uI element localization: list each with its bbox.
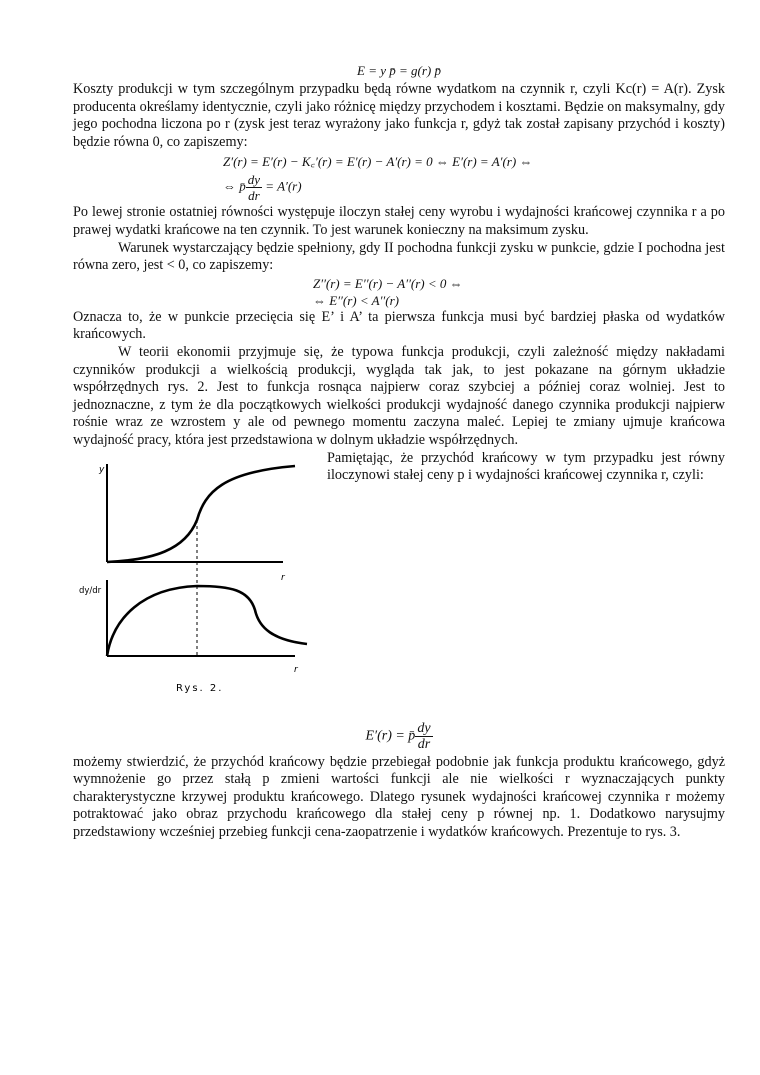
paragraph-intersection: Oznacza to, że w punkcie przecięcia się E’ i A’ ta pierwsza funkcja musi być bardziej płaska od wydatków krańcowych. bbox=[73, 308, 725, 343]
fraction-dy-dr-2 bbox=[415, 721, 432, 752]
equation-marginal-condition bbox=[73, 172, 725, 203]
document-page bbox=[73, 60, 725, 841]
equation-second-derivative: Z′′(r) = E′′(r) − A′′(r) < 0 ⇔ bbox=[313, 275, 463, 291]
paragraph-conclusion: możemy stwierdzić, że przychód krańcowy będzie przebiegał podobnie jak funkcja produktu krańcowego, gdyż wymnożenie go przez stałą p zmieni wartości funkcji ale nie wielkości r wyznaczających punkty charakterystyczne krzywej produktu krańcowego. Dlatego rysunek wydajności krańcowej czynnika r możemy potraktować jako obraz przychodu krańcowego dla stałej ceny p równej np. 1. Dodatkowo narysujmy przedstawiony wcześniej przebieg funkcji cena-zaopatrzenie i wydatków krańcowych. Prezentuje to rys. 3. bbox=[73, 753, 725, 840]
figure-block bbox=[73, 450, 725, 705]
equation-second-derivative-result: ⇔ E′′(r) < A′′(r) bbox=[313, 292, 399, 308]
equation-first-derivative: Z′(r) = E′(r) − K꜀′(r) = E′(r) − A′(r) = 0 ⇔ E′(r) = A′(r) ⇔ bbox=[223, 154, 533, 170]
fraction-denominator-2: dr bbox=[417, 736, 431, 752]
figure-caption: Rys. 2. bbox=[176, 682, 224, 694]
paragraph-costs: Koszty produkcji w tym szczególnym przypadku będą równe wydatkom na czynnik r, czyli Kc(r) = A(r). Zysk producenta określamy identycznie, czyli jako różnicę między przychodem i kosztami. Będzie on maksymalny, gdy jego pochodna liczona po r (zysk jest teraz wyrażony jako funkcja r, gdyż tak został zapisany przychód i koszty) będzie równa 0, co zapiszemy: bbox=[73, 81, 725, 150]
paragraph-necessary-condition: Po lewej stronie ostatniej równości występuje iloczyn stałej ceny wyrobu i wydajności krańcowej czynnika r a po prawej wydatki krańcowe na ten czynnik. To jest warunek konieczny na maksimum zysku. bbox=[73, 204, 725, 238]
figure-rys-2 bbox=[73, 450, 323, 705]
fraction-numerator-2: dy bbox=[417, 720, 431, 736]
fraction-denominator: dr bbox=[248, 188, 260, 204]
paragraph-production-function: W teorii ekonomii przyjmuje się, że typowa funkcja produkcji, czyli zależność między nakładami czynników produkcji a wielkością produkcji, wygląda tak jak, to jest pokazane na górnym układzie współrzędnych rys. 2. Jest to funkcja rosnąca najpierw coraz szybciej a później coraz wolniej. Jest to jednoznaczne, z tym że dla początkowych wielkości produkcji wydajność danego czynnika produkcji najpierw rośnie wraz ze wzrostem y ale od pewnego momentu zaczyna maleć. Lepiej te zmiany ujmuje krańcowa wydajność pracy, która jest przedstawiona w dolnym układzie współrzędnych. bbox=[73, 343, 725, 448]
top-x-label: r bbox=[281, 572, 285, 583]
bottom-y-label: dy/dr bbox=[79, 585, 102, 596]
eq3-left: ⇔ p̄ bbox=[223, 178, 246, 194]
marginal-product-curve bbox=[107, 586, 307, 656]
eq3-right: = A′(r) bbox=[265, 178, 302, 194]
paragraph-sufficient-condition: Warunek wystarczający będzie spełniony, gdy II pochodna funkcji zysku w punkcie, gdzie I pochodna jest równa zero, jest < 0, co zapiszemy: bbox=[73, 239, 725, 274]
fraction-dy-dr bbox=[246, 172, 262, 203]
bottom-x-label: r bbox=[294, 664, 298, 675]
equation-marginal-revenue bbox=[73, 721, 725, 752]
paragraph-marginal-revenue: Pamiętając, że przychód krańcowy w tym przypadku jest równy iloczynowi stałej ceny p i wydajności krańcowej czynnika r, czyli: bbox=[327, 449, 725, 484]
equation-revenue: E = y p̄ = g(r) p̄ bbox=[357, 63, 441, 78]
fraction-numerator: dy bbox=[247, 172, 261, 188]
production-function-curve bbox=[107, 466, 295, 562]
top-y-label: y bbox=[99, 464, 105, 475]
eq6-left: E′(r) = p̄ bbox=[365, 728, 416, 744]
